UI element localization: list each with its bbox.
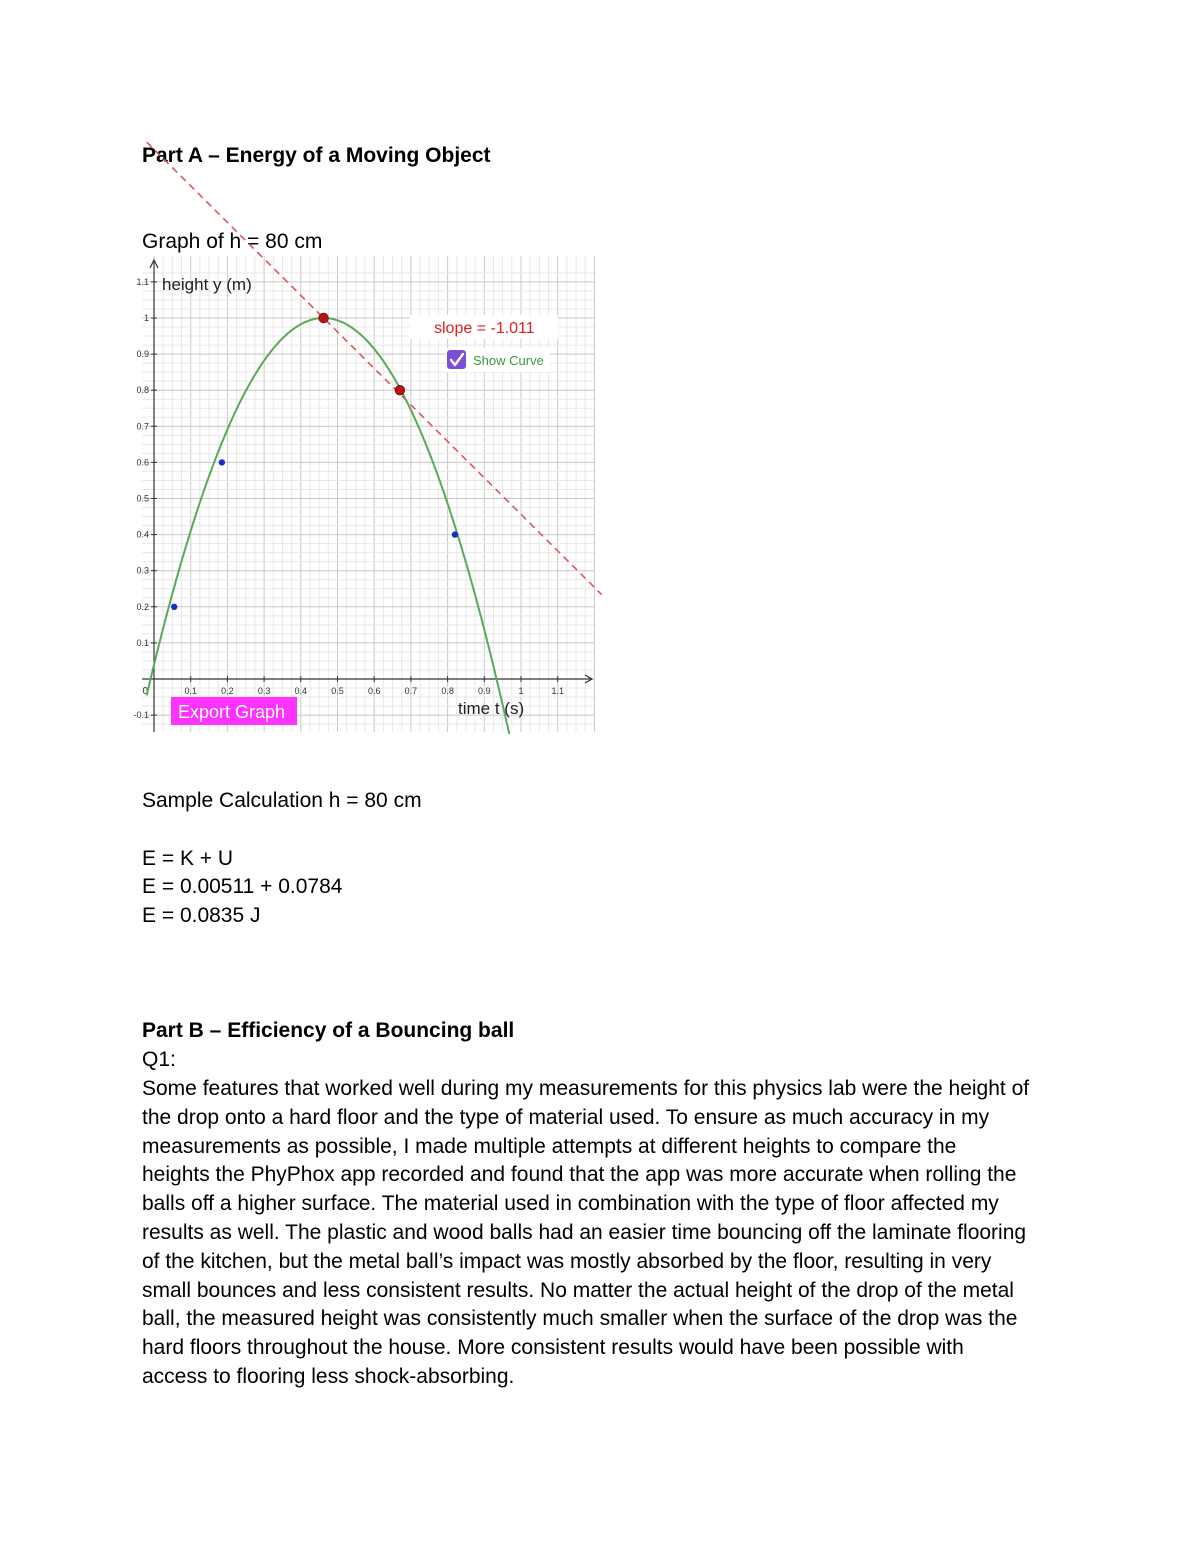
slope-label: slope = -1.011 <box>434 320 535 337</box>
y-tick-label: -0.1 <box>133 710 149 721</box>
paragraph-line: balls off a higher surface. The material used in combination with the type of floor affected my <box>142 1192 999 1216</box>
q1-label: Q1: <box>142 1048 176 1071</box>
export-button-label: Export Graph <box>178 702 286 722</box>
paragraph-line: ball, the measured height was consistently much smaller when the surface of the drop was the <box>142 1307 1018 1331</box>
equation-line: E = K + U <box>142 847 234 870</box>
equation-line: E = 0.0835 J <box>142 904 261 927</box>
data-point <box>452 531 458 537</box>
q1-answer <box>142 1075 1072 1392</box>
y-tick-label: 0.6 <box>136 457 149 468</box>
x-tick-label: 0.6 <box>367 686 381 696</box>
x-tick-label: 0.4 <box>294 686 308 696</box>
y-axis-label: height y (m) <box>162 275 252 294</box>
part-a-heading: Part A – Energy of a Moving Object <box>142 144 491 167</box>
x-tick-label: 0.2 <box>221 686 234 696</box>
export-graph-button[interactable] <box>171 697 297 725</box>
y-tick-label: 0.8 <box>136 385 149 396</box>
y-tick-label: 0.5 <box>136 493 149 504</box>
paragraph-line: access to flooring less shock-absorbing. <box>142 1364 515 1388</box>
y-tick-label: 1 <box>143 313 149 323</box>
tangent-point <box>395 385 405 395</box>
paragraph-line: heights the PhyPhox app recorded and found that the app was more accurate when rolling the <box>142 1163 1017 1187</box>
data-point <box>171 604 177 610</box>
part-b-heading: Part B – Efficiency of a Bouncing ball <box>142 1019 515 1042</box>
x-tick-label: 0.1 <box>184 686 197 696</box>
height-time-graph <box>133 256 594 732</box>
show-curve-label: Show Curve <box>473 353 544 368</box>
paragraph-line: hard floors throughout the house. More consistent results would have been possible with <box>142 1336 964 1360</box>
y-tick-label: 0.2 <box>136 601 149 612</box>
x-tick-label: 0.8 <box>441 686 454 696</box>
graph-caption: Graph of h = 80 cm <box>142 230 323 253</box>
paragraph-line: of the kitchen, but the metal ball’s impact was mostly absorbed by the floor, resulting in very <box>142 1249 992 1273</box>
x-tick-label: 0.5 <box>331 686 344 696</box>
x-tick-label: 1 <box>518 686 524 696</box>
y-tick-label: 0.9 <box>136 349 149 360</box>
x-tick-label: 0.9 <box>478 686 491 696</box>
y-tick-label: 0.1 <box>136 637 149 648</box>
paragraph-line: the drop onto a hard floor and the type of material used. To ensure as much accuracy in my <box>142 1105 990 1129</box>
origin-label: 0 <box>142 686 148 697</box>
y-tick-label: 0.7 <box>136 421 149 432</box>
paragraph-line: small bounces and less consistent results. No matter the actual height of the drop of the metal <box>142 1278 1014 1302</box>
paragraph-line: Some features that worked well during my measurements for this physics lab were the height of <box>142 1077 1030 1100</box>
tangent-point <box>319 313 329 323</box>
show-curve-checkbox[interactable] <box>446 348 550 372</box>
x-tick-label: 0.3 <box>257 686 271 696</box>
y-tick-label: 1.1 <box>136 276 149 287</box>
x-tick-label: 1.1 <box>551 686 564 696</box>
paragraph-line: measurements as possible, I made multiple attempts at different heights to compare the <box>142 1134 957 1158</box>
equation-line: E = 0.00511 + 0.0784 <box>142 875 343 898</box>
x-axis-label: time t (s) <box>458 699 525 718</box>
y-tick-label: 0.4 <box>136 529 149 540</box>
data-point <box>219 459 225 465</box>
y-tick-label: 0.3 <box>136 565 149 576</box>
x-tick-label: 0.7 <box>404 686 418 696</box>
paragraph-line: results as well. The plastic and wood balls had an easier time bouncing off the laminate flooring <box>142 1220 1027 1244</box>
sample-calc-heading: Sample Calculation h = 80 cm <box>142 789 422 812</box>
